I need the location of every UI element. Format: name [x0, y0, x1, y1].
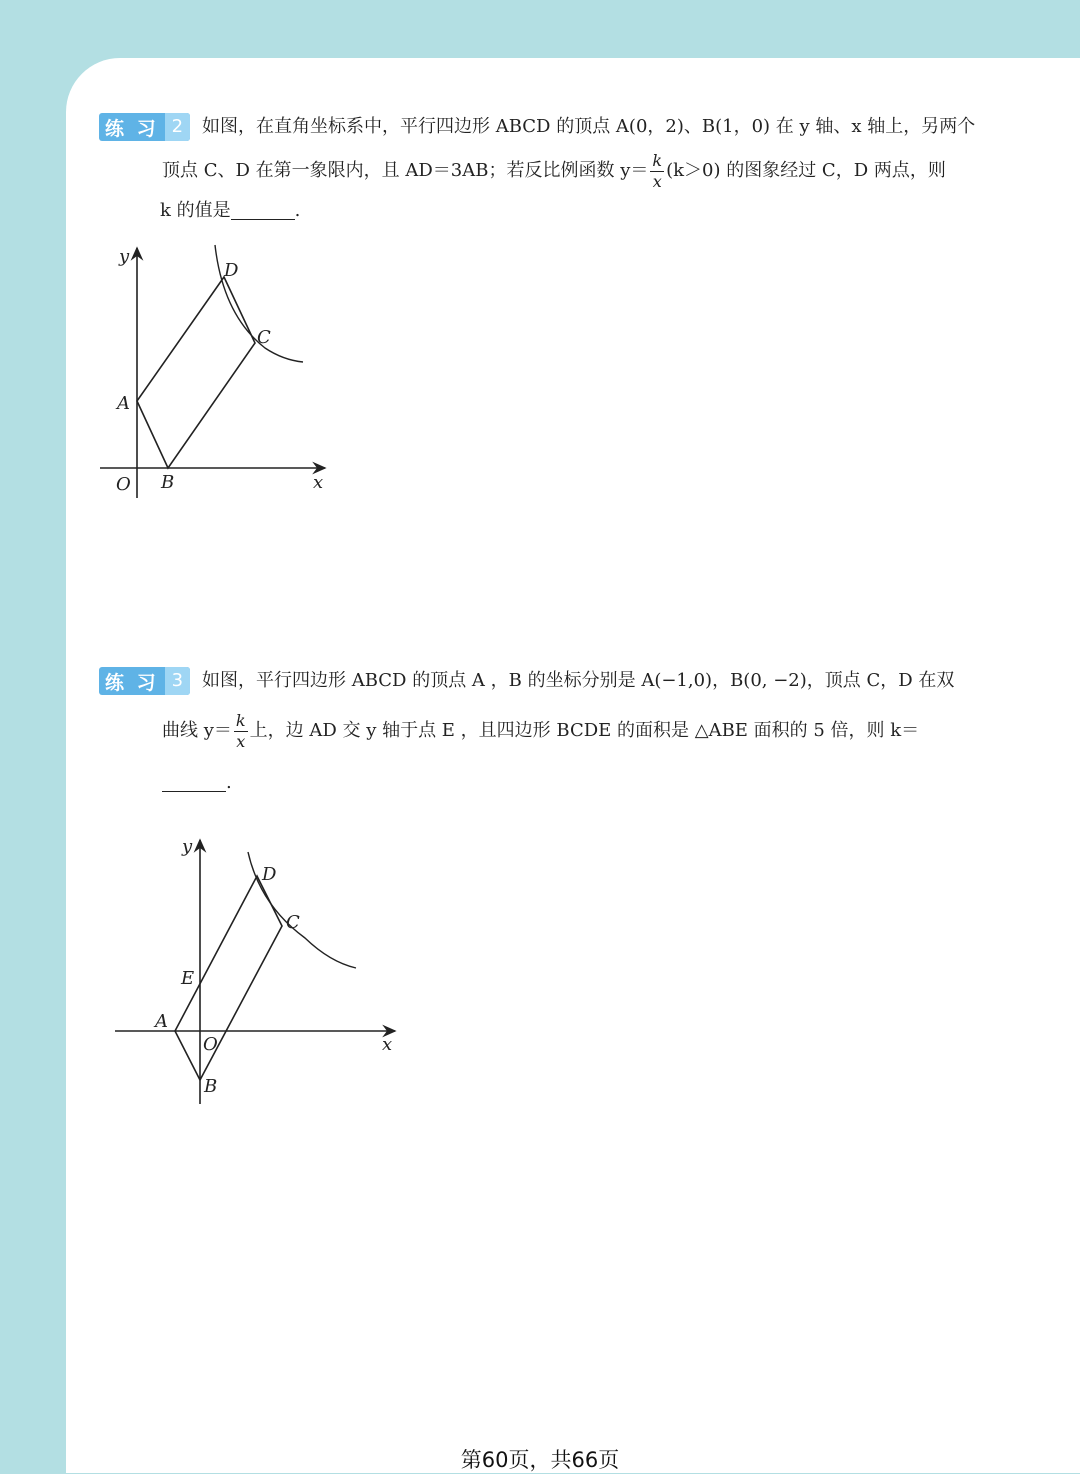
label-x: x: [313, 472, 324, 493]
label-d: D: [224, 260, 239, 281]
badge-word: 练 习: [105, 117, 159, 140]
answer-blank[interactable]: [162, 775, 226, 792]
problem3-line1: 如图，平行四边形 ABCD 的顶点 A ，B 的坐标分别是 A(−1,0)，B(0, −2)，顶点 C，D 在双: [202, 670, 955, 691]
label-a: A: [155, 1011, 168, 1032]
fraction-k-over-x: [234, 712, 248, 750]
problem2-figure: [95, 240, 335, 510]
label-y: y: [119, 246, 130, 267]
badge-number: 3: [165, 667, 190, 695]
problem3-line3: [162, 774, 232, 792]
fraction-k-over-x: [650, 152, 664, 190]
fraction-numerator: k: [235, 711, 246, 730]
badge-word: 练 习: [105, 671, 159, 694]
exercise-badge-2: [99, 113, 190, 141]
problem2-line3-text: k 的值是: [160, 200, 231, 221]
problem2-line1: 如图，在直角坐标系中，平行四边形 ABCD 的顶点 A(0，2)、B(1，0) 在 y 轴、x 轴上，另两个: [202, 116, 976, 137]
label-c: C: [286, 912, 300, 933]
parallelogram-abcd: [137, 277, 255, 468]
label-a: A: [117, 393, 130, 414]
period: .: [294, 200, 301, 221]
fraction-denominator: x: [652, 171, 662, 191]
fraction-denominator: x: [236, 731, 246, 751]
badge-number: 2: [165, 113, 190, 141]
label-o: O: [116, 474, 131, 495]
period: .: [226, 772, 232, 793]
label-o: O: [203, 1034, 218, 1055]
label-y: y: [182, 836, 193, 857]
label-d: D: [262, 864, 277, 885]
label-c: C: [257, 327, 271, 348]
problem2-line3: [160, 202, 300, 220]
problem3-figure: [110, 830, 410, 1120]
problem2-line2: [162, 152, 946, 190]
problem2-line2-pre: 顶点 C、D 在第一象限内，且 AD＝3AB；若反比例函数 y＝: [162, 160, 649, 182]
fraction-numerator: k: [652, 151, 663, 170]
page-number-footer: 第60页，共66页: [460, 1448, 620, 1472]
problem3-line2-pre: 曲线 y＝: [162, 720, 232, 742]
problem2-line2-post: (k＞0) 的图象经过 C，D 两点，则: [666, 160, 946, 182]
answer-blank[interactable]: [231, 203, 295, 220]
exercise-badge-3: [99, 667, 190, 695]
problem3-line2-post: 上，边 AD 交 y 轴于点 E ，且四边形 BCDE 的面积是 △ABE 面积的 5 倍，则 k＝: [249, 720, 920, 742]
label-x: x: [382, 1034, 393, 1055]
label-b: B: [204, 1076, 218, 1097]
problem3-line2: [162, 712, 919, 750]
label-e: E: [181, 968, 195, 989]
label-b: B: [161, 472, 175, 493]
